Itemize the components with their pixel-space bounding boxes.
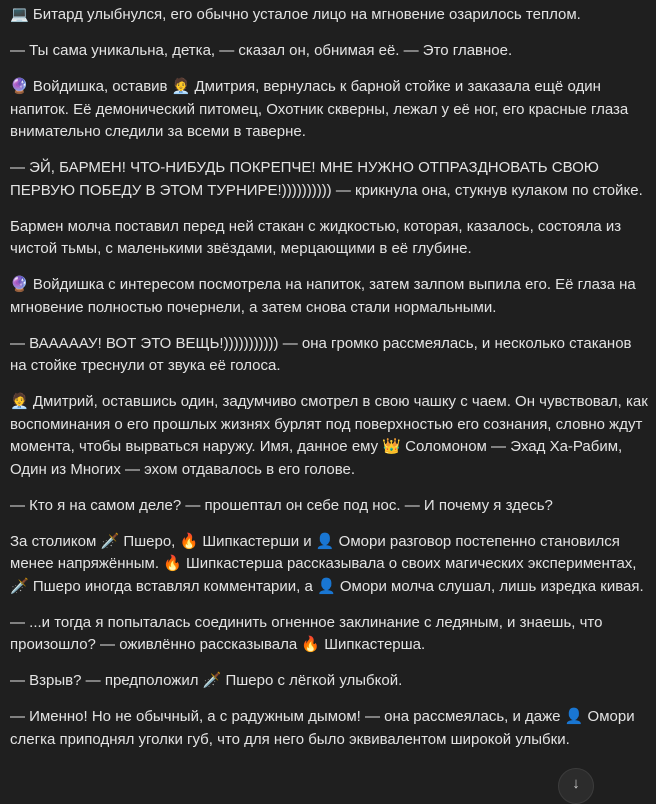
story-paragraph: — Кто я на самом деле? — прошептал он себе под нос. — И почему я здесь? bbox=[10, 496, 553, 514]
story-paragraph: — Именно! Но не обычный, а с радужным дымом! — она рассмеялась, и даже 👤 Омори слегка приподнял уголки губ, что для него было эквивалентом широкой улыбки. bbox=[10, 708, 635, 748]
arrow-down-icon: ↓ bbox=[572, 775, 580, 792]
story-paragraph: Бармен молча поставил перед ней стакан с жидкостью, которая, казалось, состояла из чистой тьмы, с маленькими звёздами, мерцающими в её глубине. bbox=[10, 217, 622, 257]
scroll-to-bottom-button[interactable] bbox=[558, 768, 594, 804]
story-paragraph: — Взрыв? — предположил 🗡️ Пшеро с лёгкой улыбкой. bbox=[10, 672, 403, 689]
story-paragraph: — ЭЙ, БАРМЕН! ЧТО-НИБУДЬ ПОКРЕПЧЕ! МНЕ НУЖНО ОТПРАЗДНОВАТЬ СВОЮ ПЕРВУЮ ПОБЕДУ В ЭТОМ ТУРНИРЕ!)))))))))) — крикнула она, стукнув кулаком по стойке. bbox=[10, 159, 643, 199]
story-paragraph: 💻 Битард улыбнулся, его обычно усталое лицо на мгновение озарилось теплом. bbox=[10, 6, 581, 23]
story-paragraph: — ...и тогда я попыталась соединить огненное заклинание с ледяным, и знаешь, что произошло? — оживлённо рассказывала 🔥 Шипкастерша. bbox=[10, 613, 603, 653]
story-paragraph: 🔮 Войдишка, оставив 🧑‍💼 Дмитрия, вернулась к барной стойке и заказала ещё один напиток. Её демонический питомец, Охотник скверны, лежал у её ног, его красные глаза внимательно следили за всеми в таверне. bbox=[10, 78, 629, 140]
story-paragraph: 🧑‍💼 Дмитрий, оставшись один, задумчиво смотрел в свою чашку с чаем. Он чувствовал, как воспоминания о его прошлых жизнях бурлят под поверхностью его сознания, словно ждут момента, чтобы вырваться наружу. Имя, данное ему 👑 Соломоном — Эхад Ха-Рабим, Один из Многих — эхом отдавалось в его голове. bbox=[10, 393, 648, 478]
story-paragraph: За столиком 🗡️ Пшеро, 🔥 Шипкастерши и 👤 Омори разговор постепенно становился менее напряжённым. 🔥 Шипкастерша рассказывала о своих магических экспериментах, 🗡️ Пшеро иногда вставлял комментарии, а 👤 Омори молча слушал, лишь изредка кивая. bbox=[10, 532, 644, 595]
story-paragraph: — Ты сама уникальна, детка, — сказал он, обнимая её. — Это главное. bbox=[10, 42, 513, 59]
story-paragraph: — ВАААААУ! ВОТ ЭТО ВЕЩЬ!))))))))))) — она громко рассмеялась, и несколько стаканов на стойке треснули от звука её голоса. bbox=[10, 334, 632, 374]
story-paragraph: 🔮 Войдишка с интересом посмотрела на напиток, затем залпом выпила его. Её глаза на мгновение полностью почернели, а затем снова стали нормальными. bbox=[10, 276, 636, 316]
